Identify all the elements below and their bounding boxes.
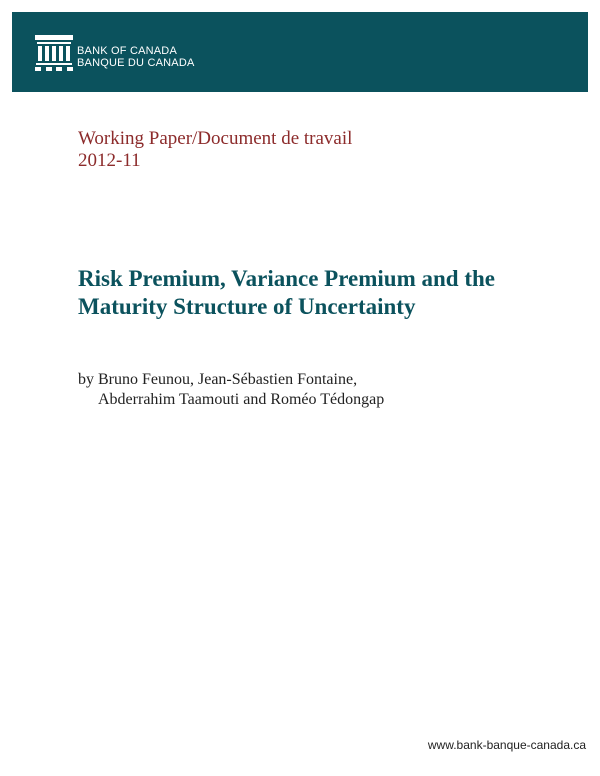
- bank-name-english: BANK OF CANADA: [77, 45, 177, 57]
- website-url[interactable]: www.bank-banque-canada.ca: [427, 738, 586, 752]
- bank-name: [77, 45, 195, 69]
- paper-title: [78, 265, 558, 321]
- series-label: Working Paper/Document de travail: [78, 128, 353, 149]
- bank-building-icon: [34, 34, 74, 72]
- authors-line-1: by Bruno Feunou, Jean-Sébastien Fontaine,: [78, 371, 358, 388]
- title-line-2: Maturity Structure of Uncertainty: [78, 294, 416, 319]
- author-list: [78, 370, 384, 410]
- title-line-1: Risk Premium, Variance Premium and the: [78, 266, 495, 291]
- bank-name-french: BANQUE DU CANADA: [77, 57, 195, 69]
- series-number: 2012-11: [78, 150, 141, 171]
- paper-series: [78, 128, 352, 172]
- authors-line-2: Abderrahim Taamouti and Roméo Tédongap: [98, 391, 385, 408]
